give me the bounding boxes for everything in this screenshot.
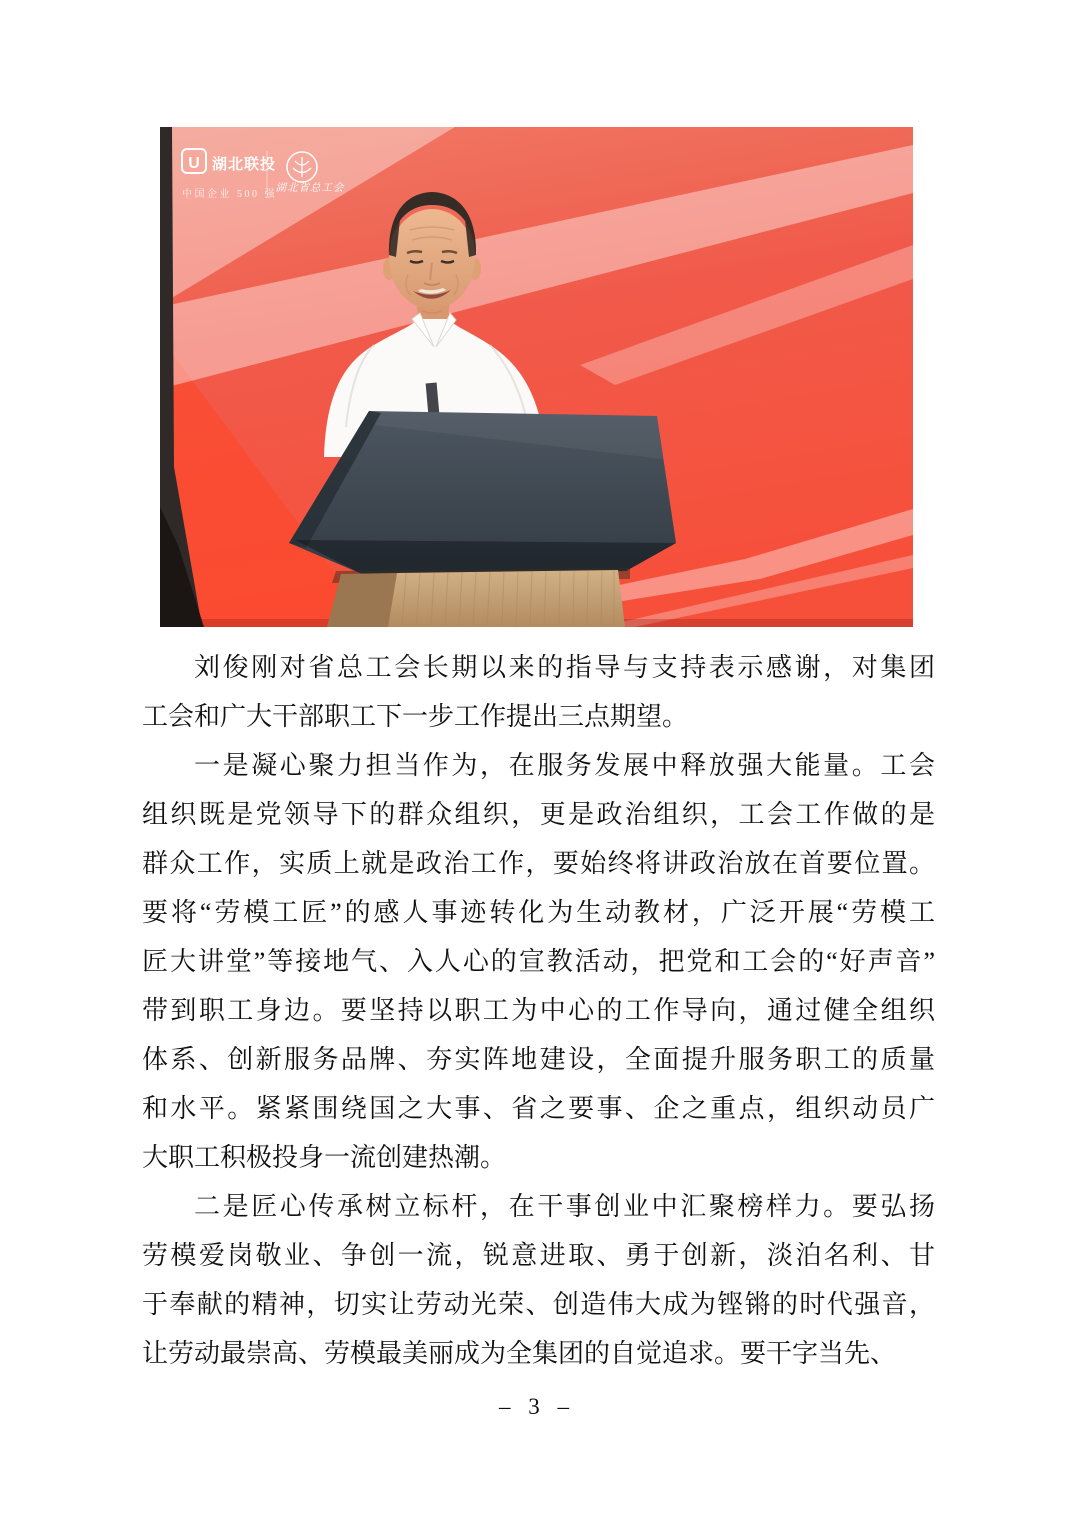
text-line: 体系、创新服务品牌、夯实阵地建设，全面提升服务职工的质量 <box>142 1045 935 1074</box>
event-photo <box>160 127 913 627</box>
hubei-liantou-logo-mark: U <box>188 155 200 172</box>
text-line: 群众工作，实质上就是政治工作，要始终将讲政治放在首要位置。 <box>142 849 935 878</box>
union-logo-name: 湖北省总工会 <box>275 183 345 194</box>
text-line: 刘俊刚对省总工会长期以来的指导与支持表示感谢，对集团 <box>194 653 935 682</box>
event-photo-graphic <box>160 127 913 627</box>
text-line: 让劳动最崇高、劳模最美丽成为全集团的自觉追求。要干字当先、 <box>142 1339 897 1368</box>
text-line: 二是匠心传承树立标杆，在干事创业中汇聚榜样力。要弘扬 <box>194 1192 935 1221</box>
hubei-liantou-logo-name: 湖北联投 <box>212 157 277 173</box>
hubei-liantou-logo-subtitle: 中国企业 500 强 <box>182 189 277 200</box>
text-line: 大职工积极投身一流创建热潮。 <box>142 1143 507 1172</box>
speaker-head <box>389 209 475 309</box>
text-line: 要将“劳模工匠”的感人事迹转化为生动教材，广泛开展“劳模工 <box>142 898 935 927</box>
text-line: 组织既是党领导下的群众组织，更是政治组织，工会工作做的是 <box>142 800 935 829</box>
text-line: 工会和广大干部职工下一步工作提出三点期望。 <box>142 702 689 731</box>
text-line: 带到职工身边。要坚持以职工为中心的工作导向，通过健全组织 <box>142 996 935 1025</box>
podium-base-front <box>388 570 625 627</box>
text-line: 一是凝心聚力担当作为，在服务发展中释放强大能量。工会 <box>194 751 935 780</box>
page-number: – 3 – <box>499 1394 575 1419</box>
text-line: 劳模爱岗敬业、争创一流，锐意进取、勇于创新，淡泊名利、甘 <box>142 1241 935 1270</box>
article <box>142 643 935 1378</box>
text-line: 和水平。紧紧围绕国之大事、省之要事、企之重点，组织动员广 <box>142 1094 935 1123</box>
text-line: 匠大讲堂”等接地气、入人心的宣教活动，把党和工会的“好声音” <box>142 947 935 976</box>
text-line: 于奉献的精神，切实让劳动光荣、创造伟大成为铿锵的时代强音， <box>142 1290 935 1319</box>
